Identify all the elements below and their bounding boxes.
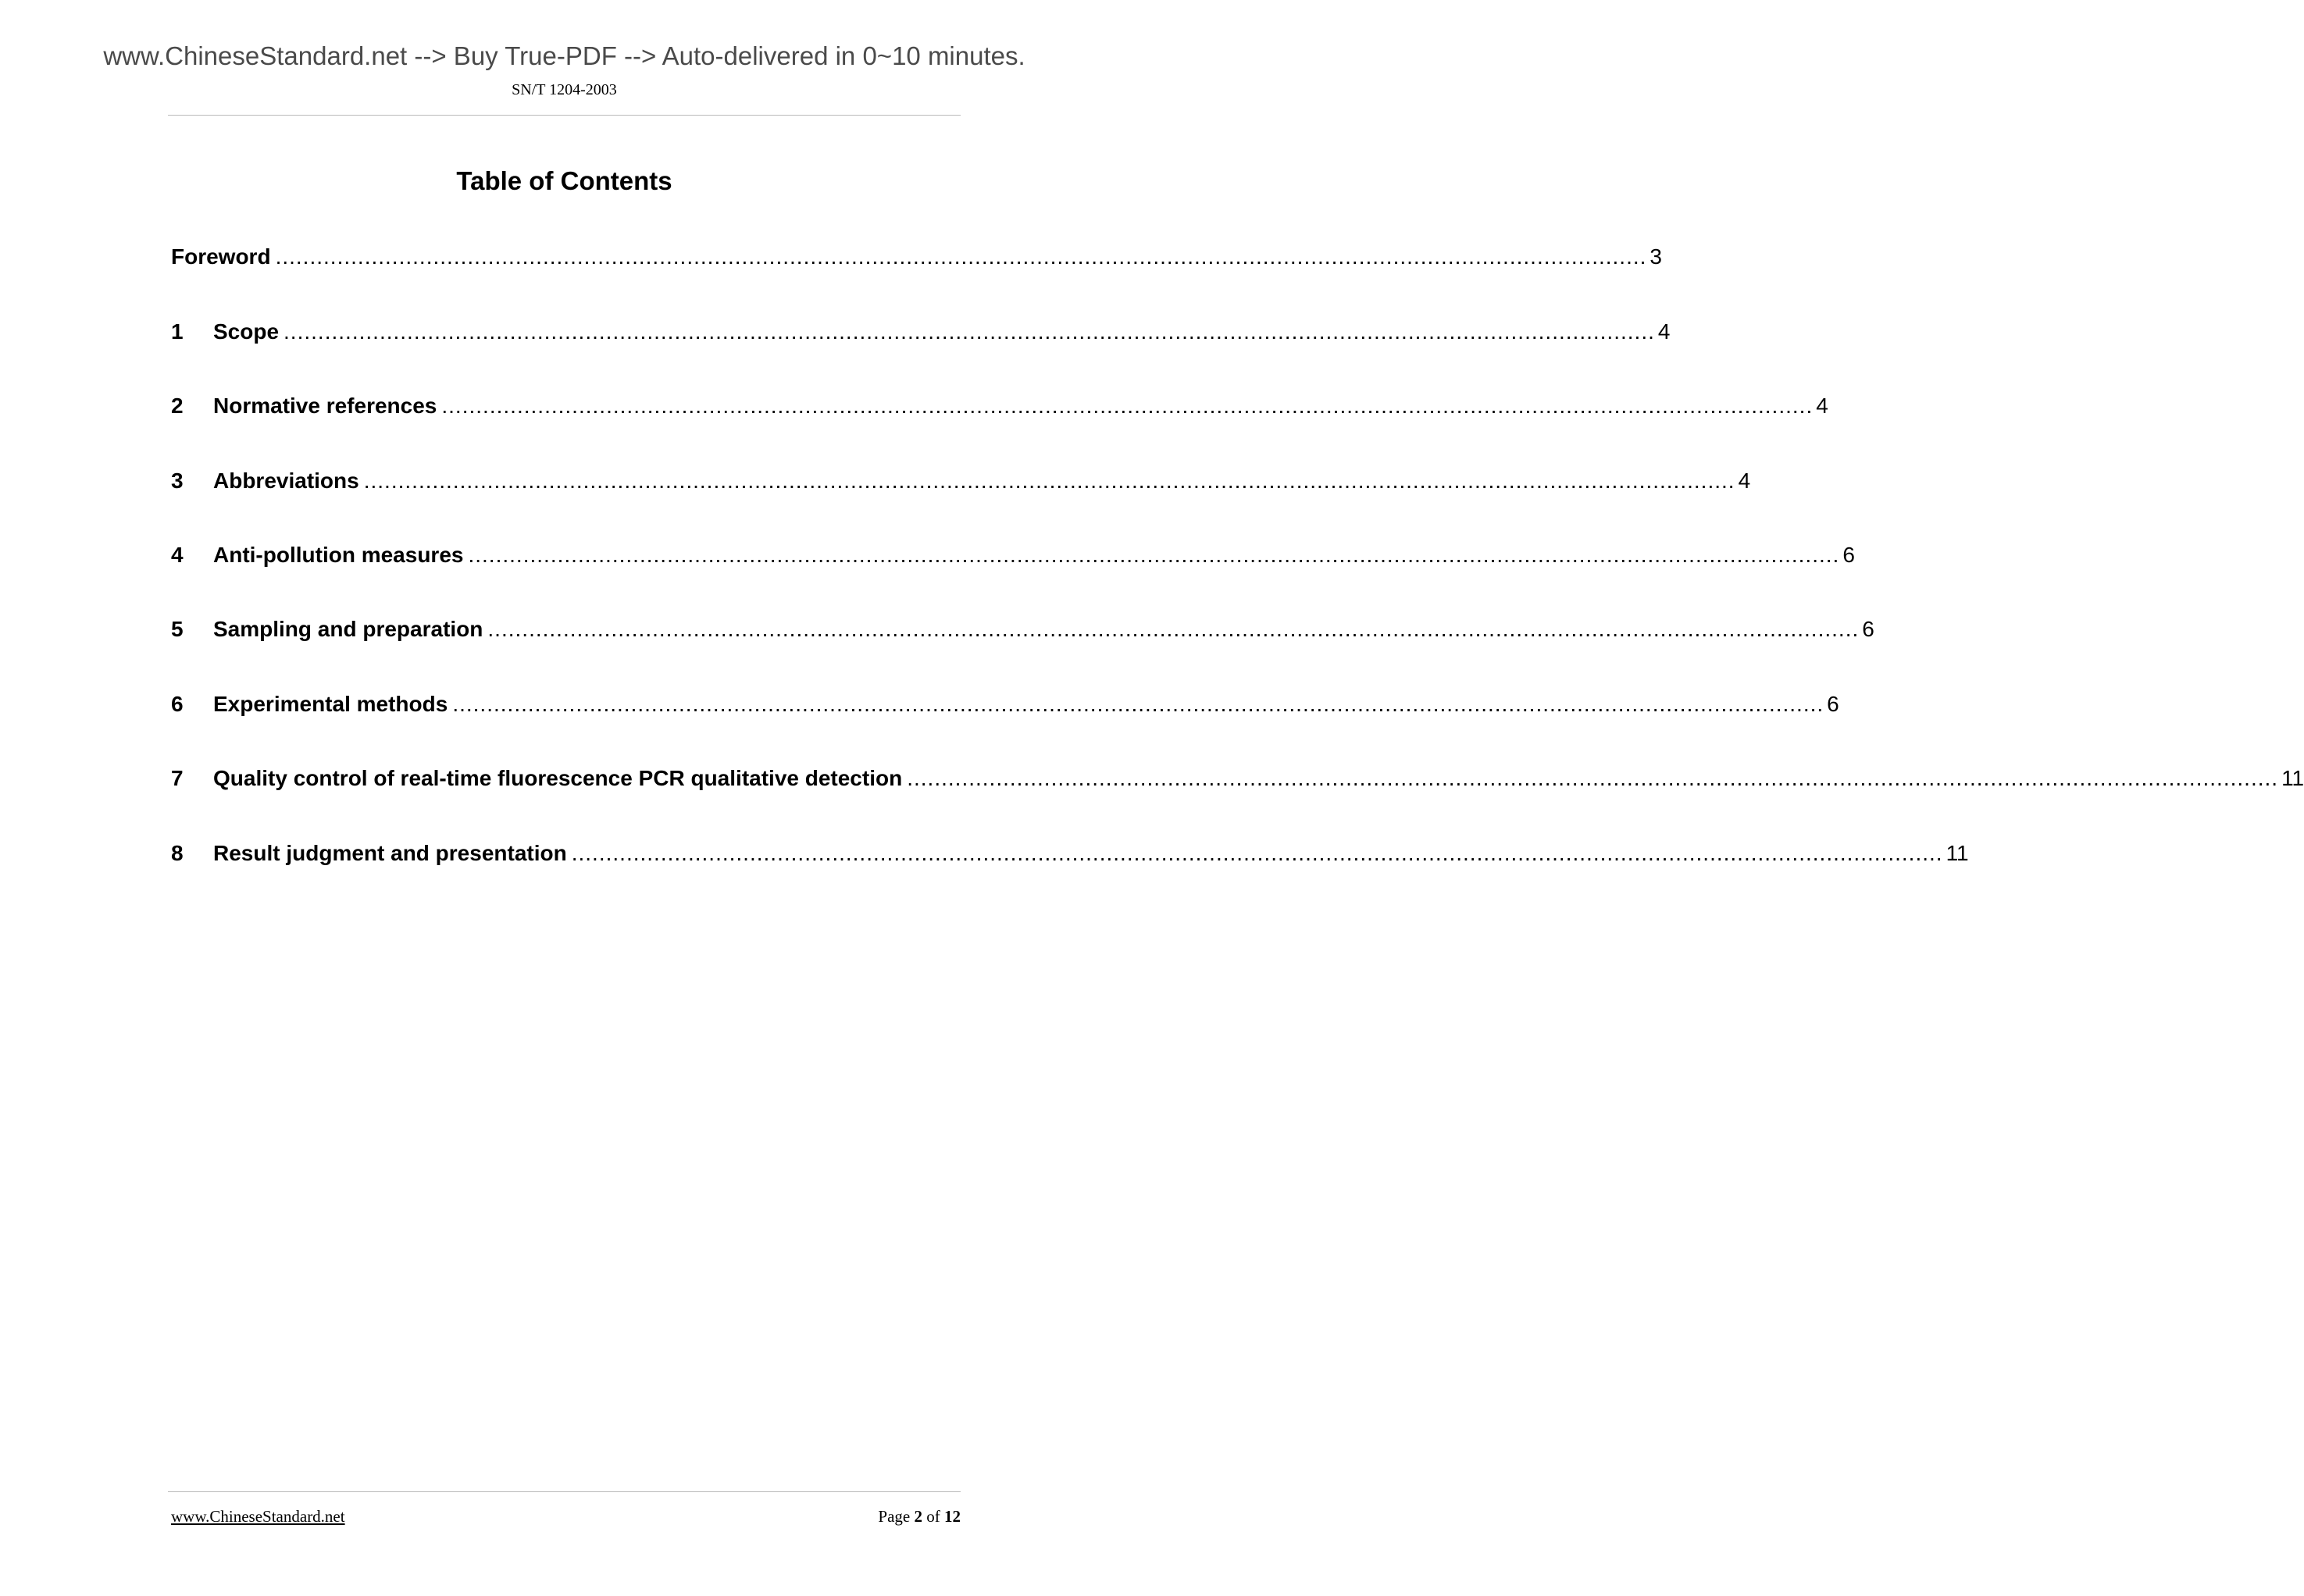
toc-entry-experimental-methods[interactable]: [171, 689, 1839, 720]
toc-entry-normative-references[interactable]: [171, 390, 1828, 422]
toc-title: Table of Contents: [456, 166, 672, 195]
toc-leader-dots: ........................................................................................................................................................................................................: [275, 244, 1647, 269]
toc-entry-page: 6: [1842, 543, 1855, 567]
toc-entry-label: Scope: [213, 319, 280, 344]
toc-entry-number: 3: [171, 468, 184, 493]
toc-leader-dots: ........................................................................................................................................................................................................: [468, 543, 1840, 567]
footer-divider: [168, 1491, 961, 1492]
toc-entry-number: 4: [171, 543, 184, 567]
toc-entry-label: Experimental methods: [213, 692, 448, 716]
toc-leader-dots: ........................................................................................................................................................................................................: [284, 319, 1655, 344]
toc-leader-dots: ........................................................................................................................................................................................................: [487, 617, 1860, 641]
toc-entry-label: Result judgment and presentation: [213, 841, 567, 865]
page-of: of: [926, 1507, 940, 1526]
toc-entry-scope[interactable]: [171, 316, 1671, 347]
toc-entry-number: 7: [171, 766, 184, 790]
page-number: [878, 1506, 961, 1527]
toc-entry-label: Foreword: [171, 244, 271, 269]
toc-entry-page: 4: [1738, 468, 1751, 493]
toc-entry-page: 3: [1650, 244, 1662, 269]
page-prefix: Page: [878, 1507, 911, 1526]
toc-entry-page: 11: [2281, 766, 2304, 790]
page-current: 2: [914, 1507, 922, 1526]
toc-entry-page: 4: [1816, 394, 1828, 418]
header-divider: [168, 115, 961, 116]
toc-entry-page: 4: [1657, 319, 1671, 344]
toc-entry-label: Abbreviations: [213, 468, 359, 493]
toc-entry-label: Normative references: [213, 394, 437, 418]
toc-entry-number: 6: [171, 692, 184, 716]
toc-entry-sampling-and-preparation[interactable]: [171, 614, 1874, 645]
toc-entry-anti-pollution-measures[interactable]: [171, 540, 1855, 571]
toc-entry-label: Anti-pollution measures: [213, 543, 464, 567]
toc-leader-dots: ........................................................................................................................................................................................................: [441, 394, 1814, 418]
toc-entry-result-judgment[interactable]: [171, 838, 1969, 869]
toc-entry-number: 1: [171, 319, 184, 344]
toc-entry-label: Quality control of real-time fluorescence PCR qualitative detection: [213, 766, 903, 790]
toc-entry-foreword[interactable]: [171, 241, 1662, 273]
toc-entry-quality-control[interactable]: [171, 763, 2304, 794]
toc-leader-dots: ........................................................................................................................................................................................................: [452, 692, 1824, 716]
toc-leader-dots: ........................................................................................................................................................................................................: [571, 841, 1943, 865]
toc-entry-page: 6: [1827, 692, 1839, 716]
toc-entry-abbreviations[interactable]: [171, 465, 1751, 497]
footer-site-link[interactable]: www.ChineseStandard.net: [171, 1507, 345, 1526]
toc-leader-dots: ........................................................................................................................................................................................................: [907, 766, 2279, 790]
toc-entry-number: 5: [171, 617, 184, 641]
toc-entry-number: 8: [171, 841, 184, 865]
page-total: 12: [944, 1507, 961, 1526]
site-banner: www.ChineseStandard.net --> Buy True-PDF --> Auto-delivered in 0~10 minutes.: [103, 41, 1025, 70]
toc-entry-page: 6: [1862, 617, 1874, 641]
toc-leader-dots: ........................................................................................................................................................................................................: [363, 468, 1735, 493]
standard-code: SN/T 1204-2003: [512, 81, 617, 98]
toc-entry-number: 2: [171, 394, 184, 418]
toc-entry-label: Sampling and preparation: [213, 617, 483, 641]
toc-entry-page: 11: [1946, 841, 1969, 865]
